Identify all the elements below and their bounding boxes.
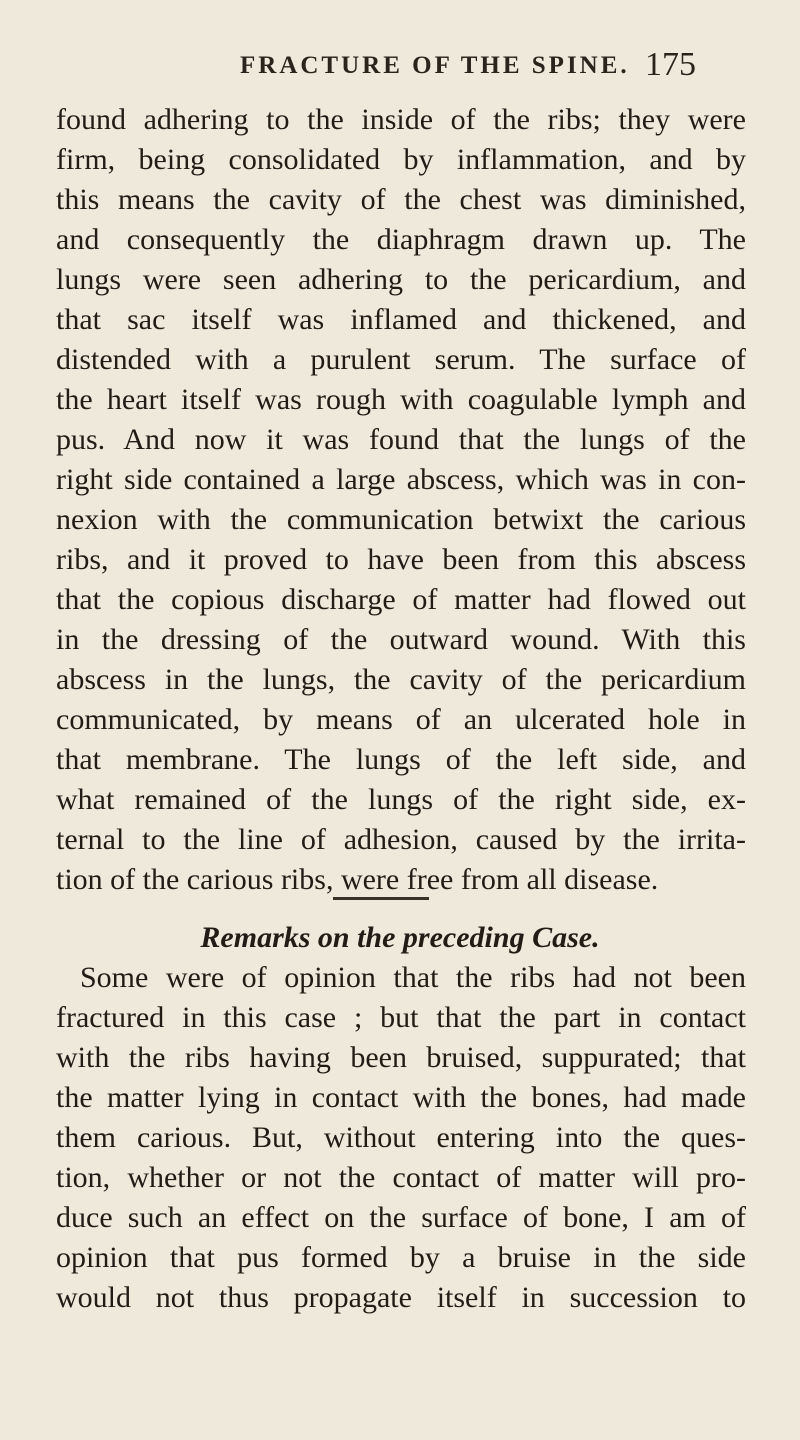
text-line: that membrane. The lungs of the left side, and [56,743,746,776]
text-line: in the dressing of the outward wound. With this [56,623,746,656]
text-line: pus. And now it was found that the lungs of the [56,423,746,456]
running-head [0,46,800,92]
text-line: would not thus propagate itself in succession to [56,1281,746,1314]
text-line: Some were of opinion that the ribs had not been [80,961,746,994]
text-line: ribs, and it proved to have been from this abscess [56,543,746,576]
text-line: what remained of the lungs of the right side, ex- [56,783,746,816]
text-line: fractured in this case ; but that the part in contact [56,1001,746,1034]
text-line: that sac itself was inflamed and thickened, and [56,303,746,336]
text-line: tion, whether or not the contact of matter will pro- [56,1161,746,1194]
running-title: FRACTURE OF THE SPINE. [240,52,630,79]
text-line: the heart itself was rough with coagulable lymph and [56,383,746,416]
text-line: with the ribs having been bruised, suppurated; that [56,1041,746,1074]
page-number: 175 [645,46,696,83]
text-line: communicated, by means of an ulcerated hole in [56,703,746,736]
text-line: distended with a purulent serum. The surface of [56,343,746,376]
text-line: that the copious discharge of matter had flowed out [56,583,746,616]
text-line: tion of the carious ribs, were free from all disease. [56,863,659,896]
text-line: and consequently the diaphragm drawn up. The [56,223,746,256]
text-line: duce such an effect on the surface of bone, I am of [56,1201,746,1234]
text-line: them carious. But, without entering into the ques- [56,1121,746,1154]
text-line: abscess in the lungs, the cavity of the pericardium [56,663,746,696]
text-line: opinion that pus formed by a bruise in the side [56,1241,746,1274]
text-line: lungs were seen adhering to the pericardium, and [56,263,746,296]
text-line: nexion with the communication betwixt the carious [56,503,746,536]
text-line: the matter lying in contact with the bones, had made [56,1081,746,1114]
text-line: right side contained a large abscess, which was in con- [56,463,746,496]
text-line: this means the cavity of the chest was diminished, [56,183,746,216]
text-line: found adhering to the inside of the ribs; they were [56,103,746,136]
text-line: ternal to the line of adhesion, caused by the irrita- [56,823,746,856]
text-line: firm, being consolidated by inflammation, and by [56,143,746,176]
section-heading: Remarks on the preceding Case. [200,921,600,954]
section-divider [333,897,429,900]
